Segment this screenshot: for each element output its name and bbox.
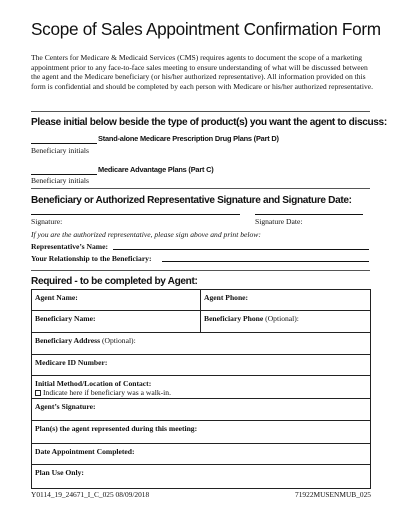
plan-use-only-field[interactable]: [32, 465, 371, 489]
beneficiary-address-label: Beneficiary Address: [35, 336, 101, 345]
agent-phone-label: Agent Phone:: [204, 293, 249, 302]
beneficiary-phone-label: Beneficiary Phone: [204, 314, 264, 323]
date-completed-field[interactable]: [32, 444, 371, 465]
relationship-line[interactable]: [162, 261, 369, 262]
footer-form-code-left: Y0114_19_24671_I_C_025 08/09/2018: [31, 490, 150, 499]
initials-line-part-d[interactable]: [31, 143, 97, 144]
signature-label: Signature:: [31, 217, 63, 226]
section-agent-heading: Required - to be completed by Agent:: [31, 276, 198, 287]
intro-paragraph: The Centers for Medicare & Medicaid Services (CMS) requires agents to document the scope of a marketing appointment prior to any face-to-face sales meeting to ensure understanding of what will be discussed between the agent and the Medicare beneficiary (or his/her authorized representative). All information provided on this form is confidential and should be completed by each person with Medicare or his/her authorized representative.: [31, 53, 374, 91]
footer-form-code-right: 71922MUSENMUB_025: [295, 490, 371, 499]
agent-signature-field[interactable]: [32, 399, 371, 421]
section-products-heading: Please initial below beside the type of product(s) you want the agent to discuss:: [31, 117, 387, 128]
initial-method-field[interactable]: [32, 376, 371, 399]
initial-method-label: Initial Method/Location of Contact:: [35, 379, 152, 388]
product-part-c-label: Medicare Advantage Plans (Part C): [98, 165, 214, 174]
date-completed-label: Date Appointment Completed:: [35, 447, 135, 456]
agent-signature-label: Agent’s Signature:: [35, 402, 96, 411]
rep-name-label: Representative’s Name:: [31, 242, 108, 251]
relationship-label: Your Relationship to the Beneficiary:: [31, 254, 152, 263]
initials-caption-part-d: Beneficiary initials: [31, 146, 89, 155]
medicare-id-label: Medicare ID Number:: [35, 358, 108, 367]
beneficiary-name-label: Beneficiary Name:: [35, 314, 96, 323]
signature-line[interactable]: [31, 214, 240, 215]
beneficiary-address-field[interactable]: [32, 333, 371, 355]
product-part-d-label: Stand-alone Medicare Prescription Drug Plans (Part D): [98, 134, 279, 143]
beneficiary-phone-field[interactable]: [201, 311, 371, 333]
divider: [31, 111, 370, 112]
agent-table: [31, 289, 371, 489]
plans-represented-field[interactable]: [32, 421, 371, 444]
medicare-id-field[interactable]: [32, 355, 371, 376]
section-signature-heading: Beneficiary or Authorized Representative Signature and Signature Date:: [31, 195, 352, 206]
divider: [31, 188, 370, 189]
signature-date-line[interactable]: [255, 214, 363, 215]
agent-name-label: Agent Name:: [35, 293, 78, 302]
authorized-rep-note: If you are the authorized representative, please sign above and print below:: [31, 230, 261, 239]
walk-in-checkbox[interactable]: [35, 390, 41, 396]
initials-caption-part-c: Beneficiary initials: [31, 176, 89, 185]
beneficiary-phone-optional: (Optional):: [265, 314, 299, 323]
beneficiary-address-optional: (Optional):: [101, 336, 136, 345]
plans-represented-label: Plan(s) the agent represented during this meeting:: [35, 424, 198, 433]
agent-name-field[interactable]: [32, 290, 201, 311]
walk-in-row: [35, 388, 367, 397]
divider: [31, 270, 370, 271]
plan-use-only-label: Plan Use Only:: [35, 468, 84, 477]
signature-date-label: Signature Date:: [255, 217, 303, 226]
page-title: Scope of Sales Appointment Confirmation Form: [31, 19, 381, 39]
agent-phone-field[interactable]: [201, 290, 371, 311]
beneficiary-name-field[interactable]: [32, 311, 201, 333]
walk-in-label: Indicate here if beneficiary was a walk-in.: [43, 388, 171, 397]
initials-line-part-c[interactable]: [31, 174, 97, 175]
rep-name-line[interactable]: [113, 249, 369, 250]
